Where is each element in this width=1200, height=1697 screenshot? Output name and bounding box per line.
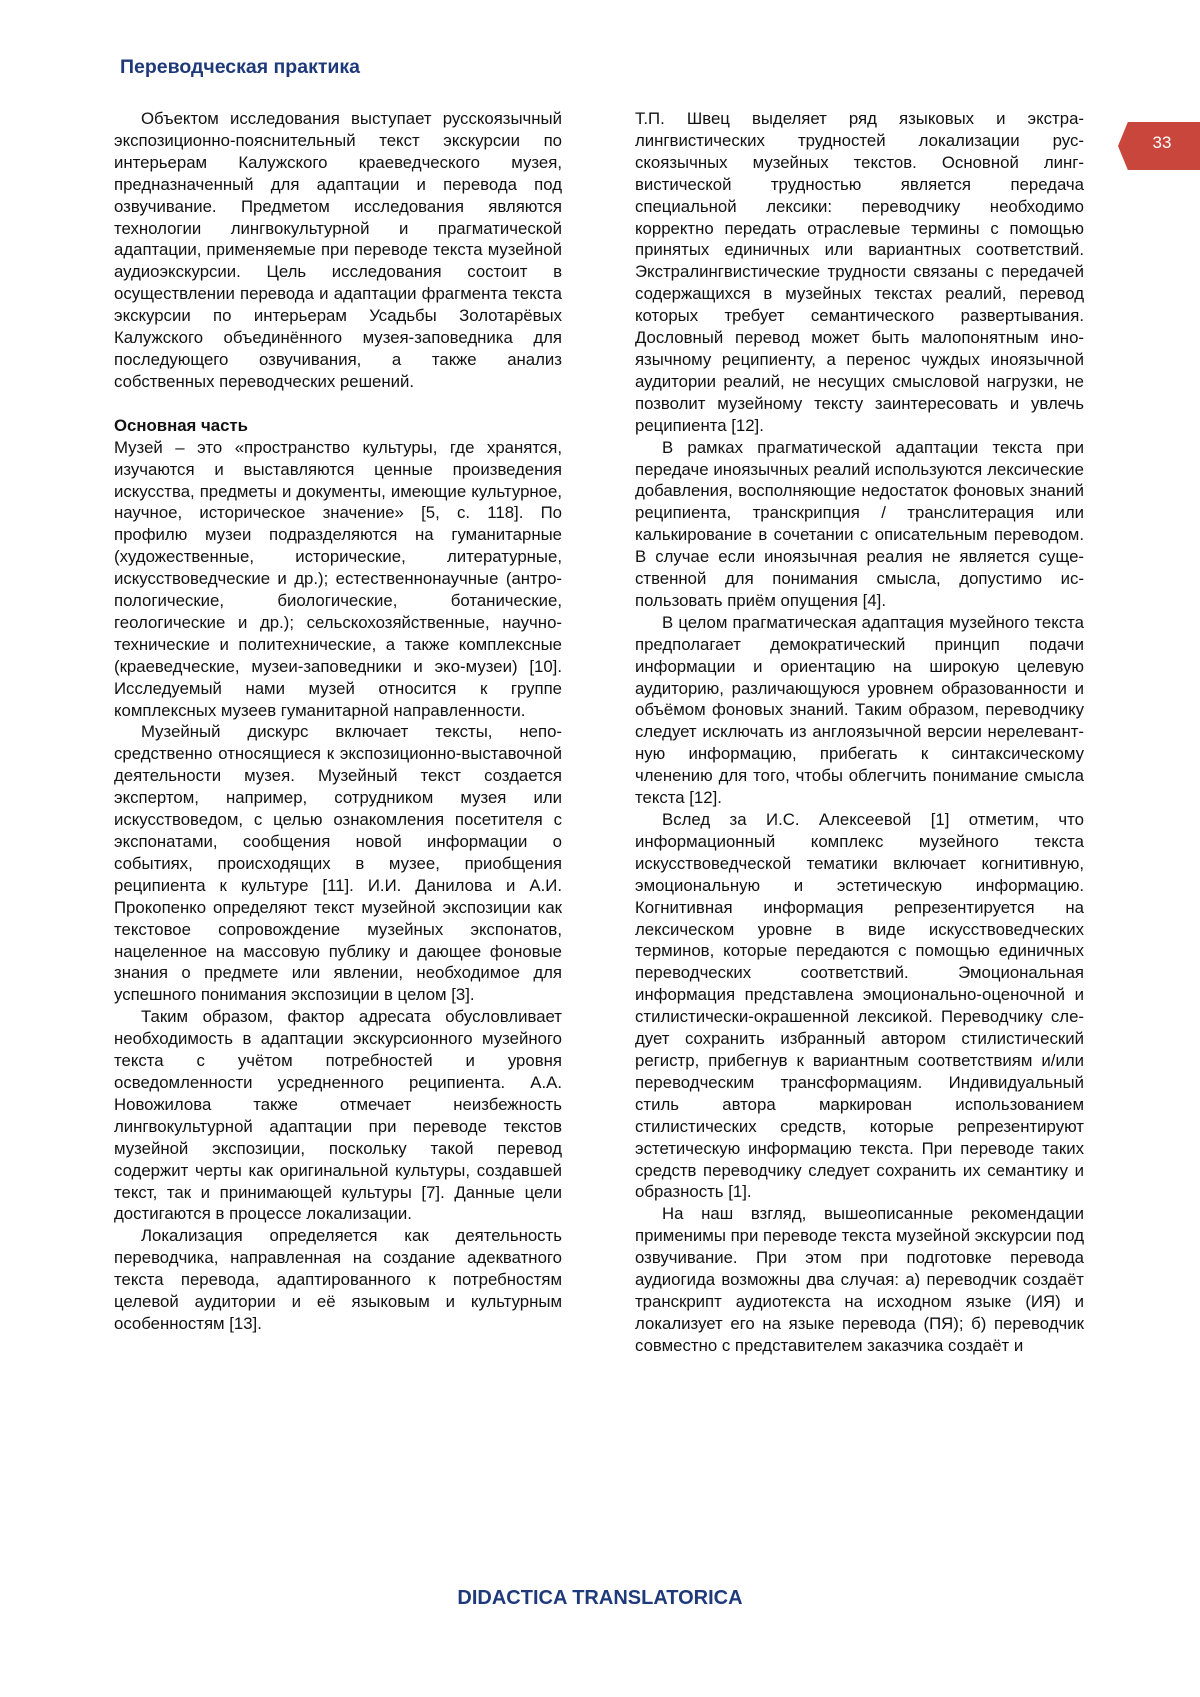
page-number: 33 (1152, 133, 1172, 152)
paragraph: Музей – это «пространство культуры, где хранятся, изучаются и выставляются ценные произведения искусства, предметы и документы, имеющие культурное, научное, историческое значение» [5, с. 118]. По профилю музеи подразделяются на гуманитарные (художественные, исторические, литературные, искусствоведческие и др.); естественнонаучные (антропологические, биологические, ботанические, геологические и др.); сельскохозяйственные, научно-технические и политехнические, а также комплексные (краеведческие, музеи-заповедники и эко-музеи) [10]. Исследуемый нами музей относится к группе комплексных музеев гуманитарной направленности. (114, 437, 562, 720)
running-title: Переводческая практика (120, 56, 360, 78)
paragraph: На наш взгляд, вышеописанные рекомендации применимы при переводе текста музейной экскурсии под озвучивание. При этом при подготовке перевода аудиогида возможны два случая: а) переводчик создаёт транскрипт аудиотекста на исходном языке (ИЯ) и локализует его на языке перевода (ПЯ); б) переводчик совместно с представителем заказчика создаёт и (635, 1204, 1084, 1355)
paragraph: Объектом исследования выступает русскоязычный экспозиционно-пояснительный текст экскурсии по интерьерам Калужского краеведческого музея, предназначенный для адаптации и перевода под озвучивание. Предметом исследования являются технологии лингвокультурной и прагматической адаптации, применяемые при переводе текста музейной аудиоэкскурсии. Цель исследования состоит в осуществлении перевода и адаптации фрагмента текста экскурсии по интерьерам Усадьбы Золотарёвых Калужского объединённого музея-заповедника для последующего озвучивания, а также анализ собственных переводческих решений. (114, 109, 562, 391)
paragraph: В рамках прагматической адаптации текста при передаче иноязычных реалий используются лексические добавления, восполняющие недостаток фоновых знаний реципиента, транскрипция / транслитерация или калькирование в сочетании с описательным переводом. В случае если иноязычная реалия не является существенной для понимания смысла, допустимо использовать приём опущения [4]. (635, 437, 1084, 610)
journal-title: DIDACTICA TRANSLATORICA (457, 1587, 743, 1609)
paragraph: Вслед за И.С. Алексеевой [1] отметим, что информационный комплекс музейного текста искусствоведческой тематики включает когнитивную, эмоциональную и эстетическую информацию. Когнитивная информация репрезентируется на лексическом уровне в виде искусствоведческих терминов, которые передаются с помощью единичных переводческих соответствий. Эмоциональная информация представлена эмоционально-оценочной и стилистически-окрашенной лексикой. Переводчику следует сохранить избранный автором стилистический регистр, прибегнув к вариантным соответствиям и/или переводческим трансформациям. Индивидуальный стиль автора маркирован использованием стилистических средств, которые репрезентируют эстетическую информацию текста. При переводе таких средств переводчику следует сохранить их семантику и образность [1]. (635, 810, 1084, 1202)
paragraph: Музейный дискурс включает тексты, непосредственно относящиеся к экспозиционно-выставочной деятельности музея. Музейный текст создается экспертом, например, сотрудником музея или искусствоведом, с целью ознакомления посетителя с экспонатами, сообщения новой информации о событиях, происходящих в музее, приобщения реципиента к культуре [11]. И.И. Данилова и А.И. Прокопенко определяют текст музейной экспозиции как текстовое сопровождение музейных экспонатов, нацеленное на массовую публику и дающее фоновые знания о предмете или явлении, необходимое для успешного понимания экспозиции в целом [3]. (114, 722, 562, 1005)
section-spacer (114, 393, 562, 415)
left-column (114, 108, 562, 1588)
paragraph: В целом прагматическая адаптация музейного текста предполагает демократический принцип подачи информации и ориентацию на широкую целевую аудиторию, различающуюся уровнем образованности и объёмом фоновых знаний. Таким образом, переводчику следует исключать из англоязычной версии нерелевантную информацию, прибегать к синтаксическому членению для того, чтобы облегчить понимание смысла текста [12]. (635, 612, 1084, 808)
paragraph: Таким образом, фактор адресата обусловливает необходимость в адаптации экскурсионного музейного текста с учётом потребностей и уровня осведомленности усредненного реципиента. А.А. Новожилова также отмечает неизбежность лингвокультурной адаптации при переводе текстов музейной экспозиции, поскольку такой перевод содержит черты как оригинальной культуры, создавшей текст, так и принимающей культуры [7]. Данные цели достигаются в процессе локализации. (114, 1007, 562, 1224)
section-heading: Основная часть (114, 415, 248, 435)
paragraph: Т.П. Швец выделяет ряд языковых и экстралингвистических трудностей локализации русскоязычных музейных текстов. Основной лингвистической трудностью является передача специальной лексики: переводчику необходимо корректно передать отраслевые термины с помощью принятых единичных или вариантных соответствий. Экстралингвистические трудности связаны с передачей содержащихся в музейных текстах реалий, перевод которых требует семантического развертывания. Дословный перевод может быть малопонятным иноязычному реципиенту, а перенос чуждых иноязычной аудитории реалий, не несущих смысловой нагрузки, не позволит музейному тексту заинтересовать и увлечь реципиента [12]. (635, 109, 1084, 435)
right-column (635, 108, 1084, 1588)
paragraph: Локализация определяется как деятельность переводчика, направленная на создание адекватного текста перевода, адаптированного к потребностям целевой аудитории и её языковым и культурным особенностям [13]. (114, 1226, 562, 1333)
